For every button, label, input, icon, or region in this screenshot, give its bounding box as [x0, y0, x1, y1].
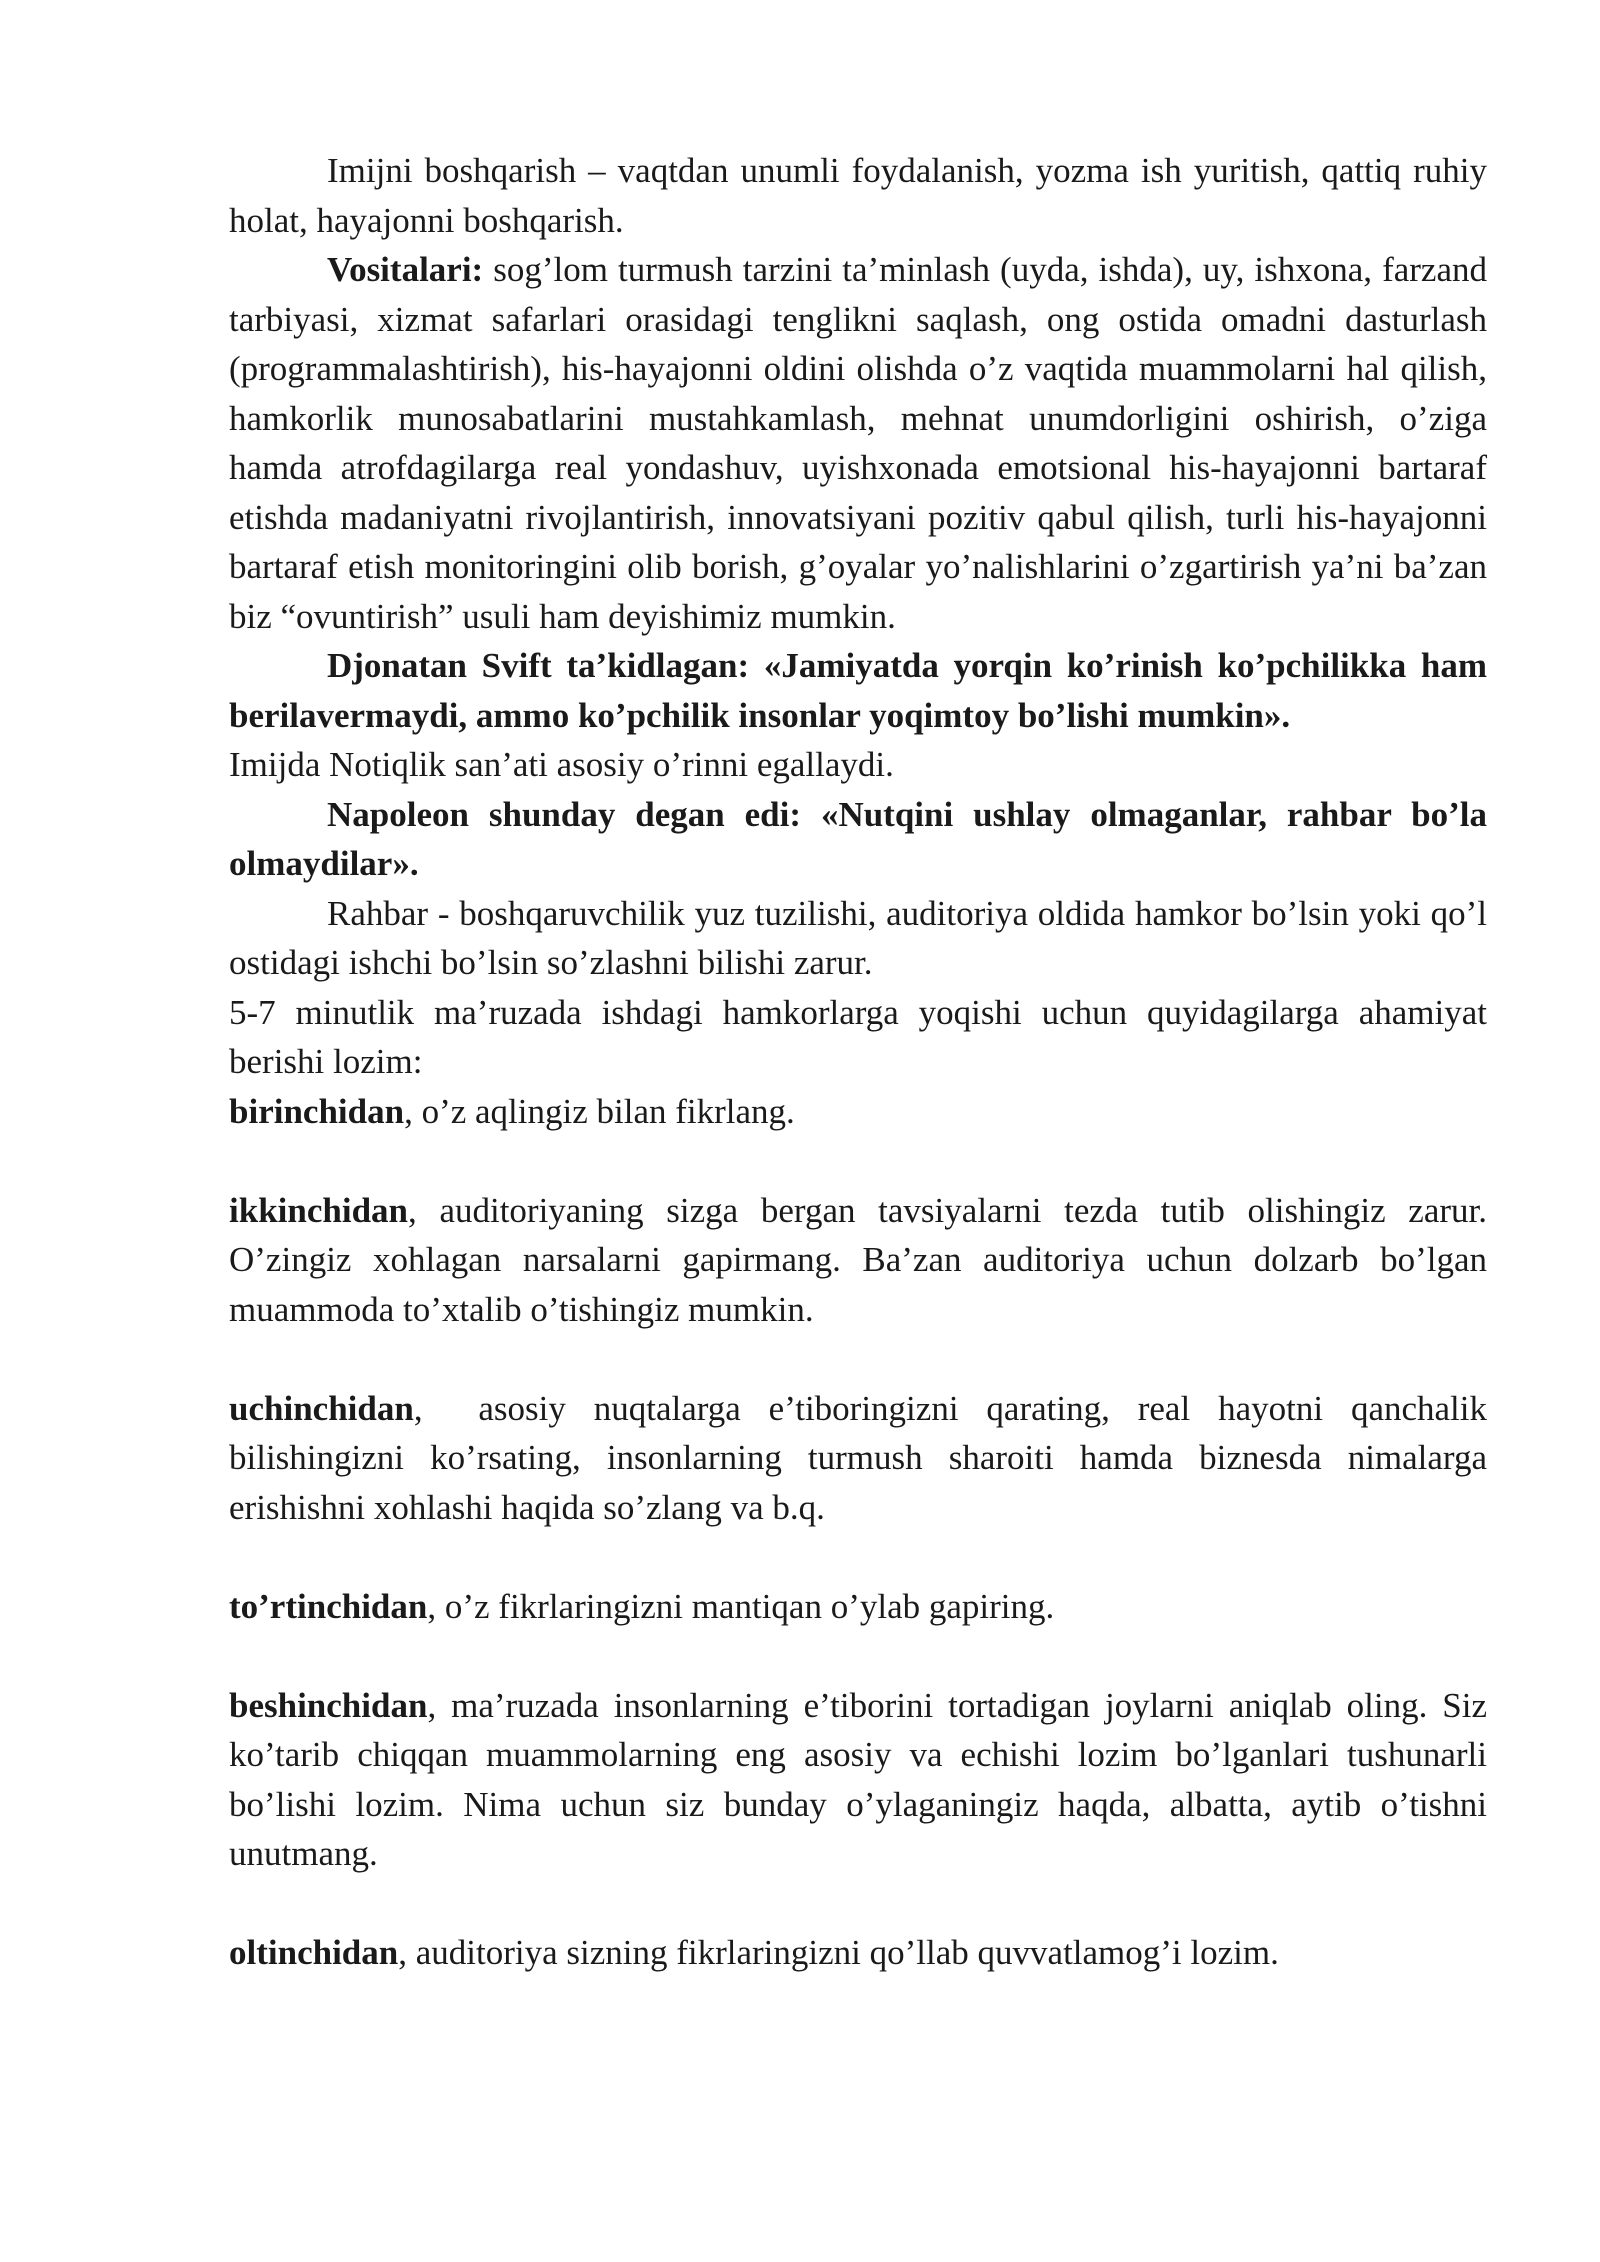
list-item-label: birinchidan [229, 1091, 405, 1131]
quote-napoleon: Napoleon shunday degan edi: «Nutqini ushlay olmaganlar, rahbar bo’la olmaydilar». [229, 794, 1487, 883]
list-item-label: beshinchidan [229, 1685, 428, 1725]
list-item-label: uchinchidan [229, 1388, 414, 1428]
list-item-sixth [229, 1928, 1487, 1978]
spacer [229, 1879, 1487, 1929]
list-item-text: , ma’ruzada insonlarning e’tiborini tortadigan joylarni aniqlab oling. Siz ko’tarib chiqqan muammolarning eng asosiy va echishi lozim bo’lganlari tushunarli bo’lishi lozim. Nima uchun siz bunday o’ylaganingiz haqda, albatta, aytib o’tishni unutmang. [229, 1685, 1487, 1873]
paragraph-lecture-intro: 5-7 minutlik ma’ruzada ishdagi hamkorlarga yoqishi uchun quyidagilarga ahamiyat berishi lozim: [229, 992, 1487, 1081]
list-item-label: oltinchidan [229, 1933, 399, 1972]
list-item-second [229, 1186, 1487, 1335]
list-item-text: , auditoriyaning sizga bergan tavsiyalarni tezda tutib olishingiz zarur. O’zingiz xohlagan narsalarni gapirmang. Ba’zan auditoriya uchun dolzarb bo’lgan muammoda to’xtalib o’tishingiz mumkin. [229, 1190, 1487, 1329]
quote-swift: Djonatan Svift ta’kidlagan: «Jamiyatda yorqin ko’rinish ko’pchilikka ham berilavermaydi, ammo ko’pchilik insonlar yoqimtoy bo’lishi mumkin». [229, 646, 1487, 735]
list-item-fourth [229, 1582, 1487, 1632]
tools-text: sog’lom turmush tarzini ta’minlash (uyda, ishda), uy, ishxona, farzand tarbiyasi, xizmat safarlari orasidagi tenglikni saqlash, ong ostida omadni dasturlash (programmalashtirish), his-hayajonni oldini olishda o’z vaqtida muammolarni hal qilish, hamkorlik munosabatlarini mustahkamlash, mehnat unumdorligini oshirish, o’ziga hamda atrofdagilarga real yondashuv, uyishxonada emotsional his-hayajonni bartaraf etishda madaniyatni rivojlantirish, innovatsiyani pozitiv qabul qilish, turli his-hayajonni bartaraf etish monitoringini olib borish, g’oyalar yo’nalishlarini o’zgartirish ya’ni ba’zan biz “ovuntirish” usuli ham deyishimiz mumkin. [229, 250, 1487, 636]
spacer [229, 1631, 1487, 1681]
list-item-label: ikkinchidan [229, 1190, 408, 1230]
document-page [229, 146, 1496, 1978]
list-item-text: , o’z fikrlaringizni mantiqan o’ylab gapiring. [427, 1586, 1055, 1626]
spacer [229, 1532, 1487, 1582]
tools-label: Vositalari: [327, 250, 484, 289]
paragraph-leader: Rahbar - boshqaruvchilik yuz tuzilishi, auditoriya oldida hamkor bo’lsin yoki qo’l ostidagi ishchi bo’lsin so’zlashni bilishi zarur. [229, 893, 1487, 982]
list-item-third [229, 1384, 1496, 1533]
list-item-text: , o’z aqlingiz bilan fikrlang. [404, 1091, 795, 1131]
list-item-label: to’rtinchidan [229, 1586, 428, 1626]
spacer [229, 1334, 1487, 1384]
paragraph-tools [229, 245, 1487, 641]
spacer [229, 1136, 1487, 1186]
paragraph-image-management: Imijni boshqarish – vaqtdan unumli foydalanish, yozma ish yuritish, qattiq ruhiy holat, hayajonni boshqarish. [229, 151, 1487, 240]
list-item-fifth [229, 1681, 1487, 1879]
paragraph-oratory: Imijda Notiqlik san’ati asosiy o’rinni egallaydi. [229, 745, 894, 784]
list-item-text: , asosiy nuqtalarga e’tiboringizni qarating, real hayotni qanchalik bilishingizni ko’rsating, insonlarning turmush sharoiti hamda biznesda nimalarga erishishni xohlashi haqida so’zlang va b.q. [229, 1388, 1496, 1527]
list-item-first [229, 1087, 1487, 1137]
list-item-text: , auditoriya sizning fikrlaringizni qo’llab quvvatlamog’i lozim. [398, 1933, 1279, 1972]
